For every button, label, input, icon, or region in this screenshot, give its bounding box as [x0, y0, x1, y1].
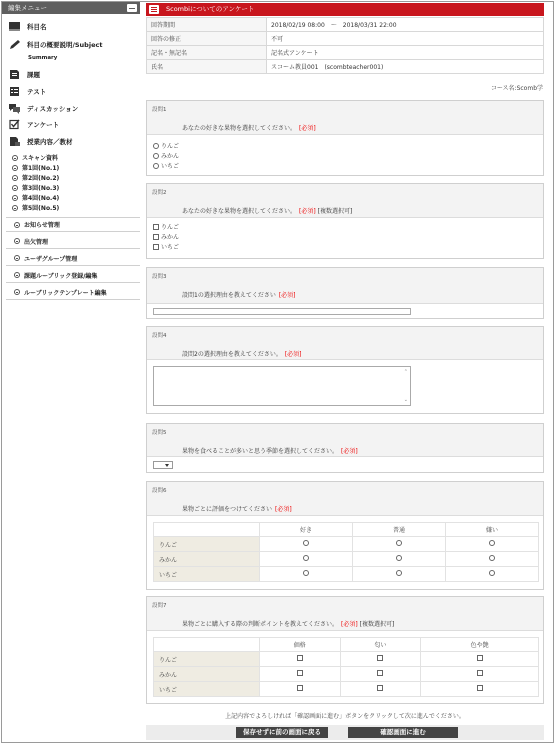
collapse-circle-icon: [12, 165, 18, 171]
sidebar-group-attendance[interactable]: [6, 234, 140, 249]
sidebar-item-label: ディスカッション: [27, 104, 79, 113]
radio-button[interactable]: [153, 153, 159, 159]
confirm-instructions: 上記内容でよろしければ「確認画面に進む」ボタンをクリックして次に進んでください。: [225, 713, 465, 720]
matrix-cell: [340, 652, 421, 667]
answer-text-input[interactable]: [153, 308, 411, 315]
matrix-row: [154, 552, 539, 567]
test-icon: [8, 86, 21, 97]
course-name: コース名:Scomb学: [490, 85, 543, 92]
page-title: Scombiについてのアンケート: [166, 5, 255, 13]
scroll-down-icon[interactable]: ⌄: [403, 397, 408, 403]
collapse-circle-icon: [12, 205, 18, 211]
proceed-to-confirm-button[interactable]: 確認画面に進む: [348, 727, 458, 738]
question-text: [182, 290, 296, 299]
matrix-row: [154, 537, 539, 552]
question-text-body: 果物ごとに購入する際の判断ポイントを教えてください。: [182, 621, 339, 628]
matrix-column-label: 好き: [260, 523, 353, 537]
info-key: 記名・無記名: [147, 46, 267, 60]
matrix-cell: [260, 537, 353, 552]
sidebar-sub-lesson-5[interactable]: [12, 202, 59, 213]
season-select[interactable]: [153, 461, 173, 469]
matrix-cell: [260, 567, 353, 582]
question-text: [182, 349, 302, 358]
matrix-cell: [353, 552, 446, 567]
sidebar-group-user-groups[interactable]: [6, 251, 140, 266]
sidebar-group-label: お知らせ管理: [24, 222, 60, 229]
matrix-row-label: りんご: [154, 537, 260, 552]
multi-select-label: [複数選択可]: [317, 208, 353, 215]
collapse-circle-icon: [14, 238, 20, 244]
option-strawberry[interactable]: [153, 242, 179, 251]
sidebar-sub-label: 第4回(No.4): [22, 195, 60, 202]
matrix-cell: [446, 552, 539, 567]
question-2: [146, 183, 544, 259]
matrix-row: [154, 682, 539, 697]
matrix-header-row: [154, 638, 539, 652]
radio-button[interactable]: [303, 540, 309, 546]
question-text-body: あなたの好きな果物を選択してください。: [182, 125, 297, 132]
radio-button[interactable]: [489, 555, 495, 561]
materials-icon: [8, 136, 21, 147]
answer-textarea[interactable]: [153, 366, 411, 406]
question-header: [147, 424, 543, 457]
question-number: 設問3: [152, 274, 167, 280]
sidebar-sub-label: 第5回(No.5): [22, 205, 60, 212]
pen-icon: [8, 39, 21, 50]
question-text-body: 果物を食べることが多いと思う季節を選択してください。: [182, 448, 339, 455]
radio-button[interactable]: [489, 540, 495, 546]
sidebar-sub-label: 第2回(No.2): [22, 175, 60, 182]
sidebar-group-label: 課題ルーブリック登録/編集: [24, 272, 98, 280]
matrix-row-label: いちご: [154, 682, 260, 697]
checkbox[interactable]: [477, 670, 483, 676]
info-key: 回答期間: [147, 18, 267, 32]
sidebar-group-label: 出欠管理: [24, 238, 49, 246]
sidebar-item-subject-summary[interactable]: [0, 37, 138, 51]
matrix-cell: [340, 667, 421, 682]
collapse-circle-icon: [14, 289, 20, 295]
sidebar-item-label-cont: Summary: [28, 54, 58, 61]
sidebar-item-materials[interactable]: [0, 134, 138, 148]
matrix-cell: [260, 552, 353, 567]
info-value: 不可: [267, 32, 544, 46]
matrix-cell: [421, 652, 539, 667]
question-number: 設問4: [152, 333, 167, 339]
question-text: [182, 123, 316, 132]
question-5: [146, 423, 544, 473]
sidebar-item-label: 課題: [27, 70, 40, 79]
option-label: みかん: [161, 153, 180, 160]
question-number: 設問7: [152, 603, 167, 609]
option-apple[interactable]: [153, 222, 179, 231]
matrix-cell: [353, 567, 446, 582]
collapse-circle-icon: [14, 255, 20, 261]
radio-button[interactable]: [489, 570, 495, 576]
book-icon: [8, 21, 21, 32]
checkbox[interactable]: [153, 244, 159, 250]
back-without-saving-button[interactable]: 保存せずに前の画面に戻る: [236, 727, 328, 738]
matrix-corner: [154, 523, 260, 537]
option-label: いちご: [161, 244, 180, 251]
checkbox[interactable]: [297, 670, 303, 676]
option-orange[interactable]: [153, 232, 179, 241]
sidebar-item-label: 授業内容／教材: [27, 137, 73, 146]
edit-menu-title: 編集メニュー: [8, 4, 47, 12]
matrix-cell: [421, 667, 539, 682]
option-label: いちご: [161, 163, 180, 170]
rating-matrix: [153, 522, 539, 582]
info-key: 回答の修正: [147, 32, 267, 46]
question-6: [146, 481, 544, 590]
info-value: 記名式アンケート: [267, 46, 544, 60]
assignment-icon: [8, 69, 21, 80]
option-strawberry[interactable]: [153, 161, 179, 170]
info-value: スコーム教員001 (scombteacher001): [267, 60, 544, 74]
purchase-point-matrix: [153, 637, 539, 697]
edit-menu-header: [2, 2, 140, 14]
multi-select-label: [複数選択可]: [359, 621, 395, 628]
matrix-cell: [421, 682, 539, 697]
checkbox[interactable]: [477, 685, 483, 691]
question-header: [147, 482, 543, 516]
matrix-cell: [260, 682, 341, 697]
matrix-row: [154, 567, 539, 582]
question-header: [147, 268, 543, 304]
sidebar-item-course-name[interactable]: [0, 19, 138, 33]
required-label: [必須]: [284, 351, 302, 358]
matrix-row-label: いちご: [154, 567, 260, 582]
required-label: [必須]: [278, 292, 296, 299]
matrix-cell: [260, 667, 341, 682]
sidebar-item-assignments[interactable]: [0, 67, 138, 81]
radio-button[interactable]: [153, 163, 159, 169]
sidebar-item-survey[interactable]: [0, 117, 138, 131]
matrix-cell: [340, 682, 421, 697]
matrix-column-label: 価格: [260, 638, 341, 652]
option-orange[interactable]: [153, 151, 179, 160]
checkbox[interactable]: [153, 234, 159, 240]
radio-button[interactable]: [303, 555, 309, 561]
checkbox[interactable]: [477, 655, 483, 661]
collapse-circle-icon: [12, 185, 18, 191]
matrix-column-label: 普通: [353, 523, 446, 537]
required-label: [必須]: [275, 506, 292, 513]
question-7: [146, 596, 544, 704]
checkbox[interactable]: [153, 224, 159, 230]
question-text-body: あなたの好きな果物を選択してください。: [182, 208, 297, 215]
collapse-circle-icon: [14, 272, 20, 278]
checkbox[interactable]: [377, 685, 383, 691]
question-text: [182, 504, 292, 513]
radio-button[interactable]: [396, 570, 402, 576]
survey-list-icon: [149, 5, 159, 14]
question-3: [146, 267, 544, 319]
matrix-row: [154, 667, 539, 682]
scroll-up-icon[interactable]: ⌃: [403, 369, 408, 375]
survey-checkbox-icon: [8, 119, 21, 130]
matrix-column-label: 匂い: [340, 638, 421, 652]
collapse-circle-icon: [14, 222, 20, 228]
required-label: [必須]: [299, 208, 316, 215]
option-apple[interactable]: [153, 141, 179, 150]
question-text: [182, 206, 352, 215]
sidebar-item-tests[interactable]: [0, 84, 138, 98]
question-text: [182, 619, 394, 628]
question-header: [147, 101, 543, 135]
question-1: [146, 100, 544, 176]
question-header: [147, 597, 543, 631]
required-label: [必須]: [341, 621, 358, 628]
matrix-cell: [353, 537, 446, 552]
sidebar-sub-label: 第3回(No.3): [22, 185, 60, 192]
required-label: [必須]: [341, 448, 358, 455]
question-number: 設問2: [152, 190, 167, 196]
question-number: 設問5: [152, 430, 167, 436]
radio-button[interactable]: [303, 570, 309, 576]
matrix-row-label: りんご: [154, 652, 260, 667]
sidebar-group-rubric-edit[interactable]: [6, 268, 140, 283]
sidebar-item-label: 科目の概要説明/Subject: [27, 40, 103, 49]
discussion-icon: [8, 103, 21, 114]
matrix-column-label: 色や艶: [421, 638, 539, 652]
option-label: みかん: [161, 234, 180, 241]
radio-button[interactable]: [396, 540, 402, 546]
radio-button[interactable]: [396, 555, 402, 561]
matrix-corner: [154, 638, 260, 652]
checkbox[interactable]: [297, 655, 303, 661]
checkbox[interactable]: [377, 670, 383, 676]
sidebar-item-label: 科目名: [27, 22, 47, 31]
question-header: [147, 327, 543, 360]
option-label: りんご: [161, 143, 180, 150]
collapse-icon[interactable]: [127, 4, 137, 12]
sidebar-item-label: アンケート: [27, 120, 60, 129]
survey-title-bar: [146, 3, 544, 16]
info-value: 2018/02/19 08:00 〜 2018/03/31 22:00: [267, 18, 544, 32]
checkbox[interactable]: [377, 655, 383, 661]
survey-info-table: [146, 17, 544, 74]
required-label: [必須]: [299, 125, 316, 132]
question-header: [147, 184, 543, 218]
matrix-row-label: みかん: [154, 667, 260, 682]
matrix-column-label: 嫌い: [446, 523, 539, 537]
footer-button-bar: [146, 725, 544, 740]
collapse-circle-icon: [12, 155, 18, 161]
sidebar-sub-label: 第1回(No.1): [22, 165, 60, 172]
matrix-row: [154, 652, 539, 667]
radio-button[interactable]: [153, 143, 159, 149]
question-text-body: 果物ごとに評価をつけてください: [182, 506, 273, 513]
matrix-row-label: みかん: [154, 552, 260, 567]
sidebar-group-label: ユーザグループ管理: [24, 255, 78, 263]
matrix-header-row: [154, 523, 539, 537]
question-text: [182, 446, 358, 455]
info-key: 氏名: [147, 60, 267, 74]
question-number: 設問6: [152, 488, 167, 494]
question-text-body: 設問2の選択理由を教えてください。: [182, 351, 282, 358]
checkbox[interactable]: [297, 685, 303, 691]
question-4: [146, 326, 544, 414]
question-text-body: 設問1の選択理由を教えてください: [182, 292, 276, 299]
collapse-circle-icon: [12, 175, 18, 181]
sidebar-group-label: ルーブリックテンプレート編集: [24, 289, 107, 297]
matrix-cell: [446, 537, 539, 552]
sidebar-item-label: テスト: [27, 87, 47, 96]
sidebar-item-discussion[interactable]: [0, 101, 138, 115]
matrix-cell: [446, 567, 539, 582]
option-label: りんご: [161, 224, 180, 231]
collapse-circle-icon: [12, 195, 18, 201]
question-number: 設問1: [152, 107, 167, 113]
matrix-cell: [260, 652, 341, 667]
sidebar-group-notices[interactable]: [6, 217, 140, 232]
sidebar-group-rubric-template[interactable]: [6, 285, 140, 300]
sidebar-sub-label: スキャン資料: [22, 155, 59, 162]
